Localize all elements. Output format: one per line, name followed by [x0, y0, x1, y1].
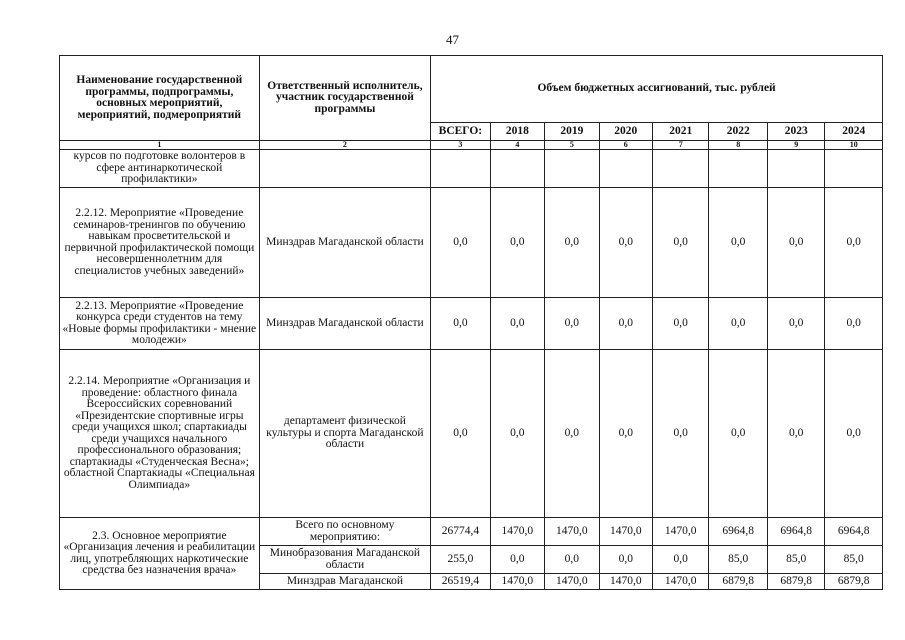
row-value: 0,0	[545, 350, 599, 518]
row-value: 0,0	[431, 188, 491, 298]
header-name: Наименование государственной программы, подпрограммы, основных мероприятий, мероприятий, подмероприятий	[60, 56, 260, 141]
header-volume: Объем бюджетных ассигнований, тыс. рублей	[431, 56, 883, 123]
row-value: 0,0	[709, 350, 767, 518]
measure-responsible: Минздрав Магаданской	[259, 574, 430, 590]
column-number: 9	[767, 141, 824, 150]
row-value: 0,0	[653, 188, 709, 298]
measure-value: 1470,0	[490, 518, 544, 546]
column-number: 2	[259, 141, 430, 150]
table-row	[60, 350, 883, 518]
row-value: 0,0	[767, 298, 824, 350]
measure-value: 1470,0	[599, 518, 652, 546]
row-value	[709, 150, 767, 188]
row-name: 2.2.14. Мероприятие «Организация и проведение: областного финала Всероссийских соревнований «Президентские спортивные игры среди учащихся школ; спартакиады среди учащихся начального профессионального образования; спартакиады «Студенческая Весна»; областной Спартакиады «Специальная Олимпиада»	[60, 350, 260, 518]
row-value	[767, 150, 824, 188]
measure-value: 0,0	[653, 546, 709, 574]
measure-value: 85,0	[825, 546, 883, 574]
row-value: 0,0	[709, 188, 767, 298]
measure-value: 0,0	[599, 546, 652, 574]
header-total: ВСЕГО:	[431, 123, 491, 141]
row-value: 0,0	[545, 188, 599, 298]
row-name: 2.2.13. Мероприятие «Проведение конкурса среди студентов на тему «Новые формы профилактики - мнение молодежи»	[60, 298, 260, 350]
row-value: 0,0	[599, 350, 652, 518]
row-value: 0,0	[653, 350, 709, 518]
measure-value: 6879,8	[767, 574, 824, 590]
row-name: 2.2.12. Мероприятие «Проведение семинаров-тренингов по обучению навыкам просветительской и первичной профилактической помощи несовершеннолетним для специалистов учебных заведений»	[60, 188, 260, 298]
header-year: 2024	[825, 123, 883, 141]
column-number-row	[60, 141, 883, 150]
row-value	[825, 150, 883, 188]
row-value	[653, 150, 709, 188]
row-value: 0,0	[490, 298, 544, 350]
column-number: 3	[431, 141, 491, 150]
column-number: 5	[545, 141, 599, 150]
row-responsible: Минздрав Магаданской области	[259, 188, 430, 298]
table-row	[60, 150, 883, 188]
row-value: 0,0	[599, 188, 652, 298]
row-value: 0,0	[490, 350, 544, 518]
header-year: 2020	[599, 123, 652, 141]
measure-value: 6964,8	[767, 518, 824, 546]
header-year: 2022	[709, 123, 767, 141]
table-row	[60, 298, 883, 350]
measure-value: 6964,8	[709, 518, 767, 546]
row-value	[599, 150, 652, 188]
measure-value: 1470,0	[599, 574, 652, 590]
measure-value: 0,0	[490, 546, 544, 574]
row-value	[431, 150, 491, 188]
measure-value: 85,0	[709, 546, 767, 574]
row-responsible: департамент физической культуры и спорта Магаданской области	[259, 350, 430, 518]
table-row	[60, 518, 883, 546]
column-number: 10	[825, 141, 883, 150]
measure-value: 6879,8	[709, 574, 767, 590]
header-responsible: Ответственный исполнитель, участник государственной программы	[259, 56, 430, 141]
measure-value: 26519,4	[431, 574, 491, 590]
row-responsible	[259, 150, 430, 188]
header-year: 2023	[767, 123, 824, 141]
budget-table	[59, 55, 883, 590]
measure-value: 6879,8	[825, 574, 883, 590]
row-name: курсов по подготовке волонтеров в сфере антинаркотической профилактики»	[60, 150, 260, 188]
row-value: 0,0	[825, 188, 883, 298]
row-value: 0,0	[599, 298, 652, 350]
row-value: 0,0	[431, 298, 491, 350]
measure-value: 1470,0	[545, 518, 599, 546]
measure-value: 1470,0	[653, 518, 709, 546]
column-number: 1	[60, 141, 260, 150]
header-year: 2018	[490, 123, 544, 141]
column-number: 7	[653, 141, 709, 150]
row-value: 0,0	[653, 298, 709, 350]
row-value: 0,0	[545, 298, 599, 350]
column-number: 8	[709, 141, 767, 150]
row-value: 0,0	[767, 188, 824, 298]
measure-name: 2.3. Основное мероприятие «Организация лечения и реабилитации лиц, употребляющих наркотические средства без назначения врача»	[60, 518, 260, 590]
measure-value: 1470,0	[653, 574, 709, 590]
column-number: 4	[490, 141, 544, 150]
header-year: 2019	[545, 123, 599, 141]
row-value: 0,0	[767, 350, 824, 518]
row-value: 0,0	[431, 350, 491, 518]
measure-value: 85,0	[767, 546, 824, 574]
measure-responsible: Всего по основному мероприятию:	[259, 518, 430, 546]
row-value: 0,0	[490, 188, 544, 298]
measure-value: 6964,8	[825, 518, 883, 546]
measure-responsible: Минобразования Магаданской области	[259, 546, 430, 574]
measure-value: 1470,0	[545, 574, 599, 590]
table-row	[60, 188, 883, 298]
row-value: 0,0	[825, 298, 883, 350]
measure-value: 255,0	[431, 546, 491, 574]
row-value	[490, 150, 544, 188]
measure-value: 0,0	[545, 546, 599, 574]
row-value: 0,0	[825, 350, 883, 518]
row-value: 0,0	[709, 298, 767, 350]
header-year: 2021	[653, 123, 709, 141]
measure-value: 26774,4	[431, 518, 491, 546]
page-number: 47	[446, 32, 459, 47]
row-responsible: Минздрав Магаданской области	[259, 298, 430, 350]
measure-value: 1470,0	[490, 574, 544, 590]
row-value	[545, 150, 599, 188]
column-number: 6	[599, 141, 652, 150]
header-row	[60, 56, 883, 123]
